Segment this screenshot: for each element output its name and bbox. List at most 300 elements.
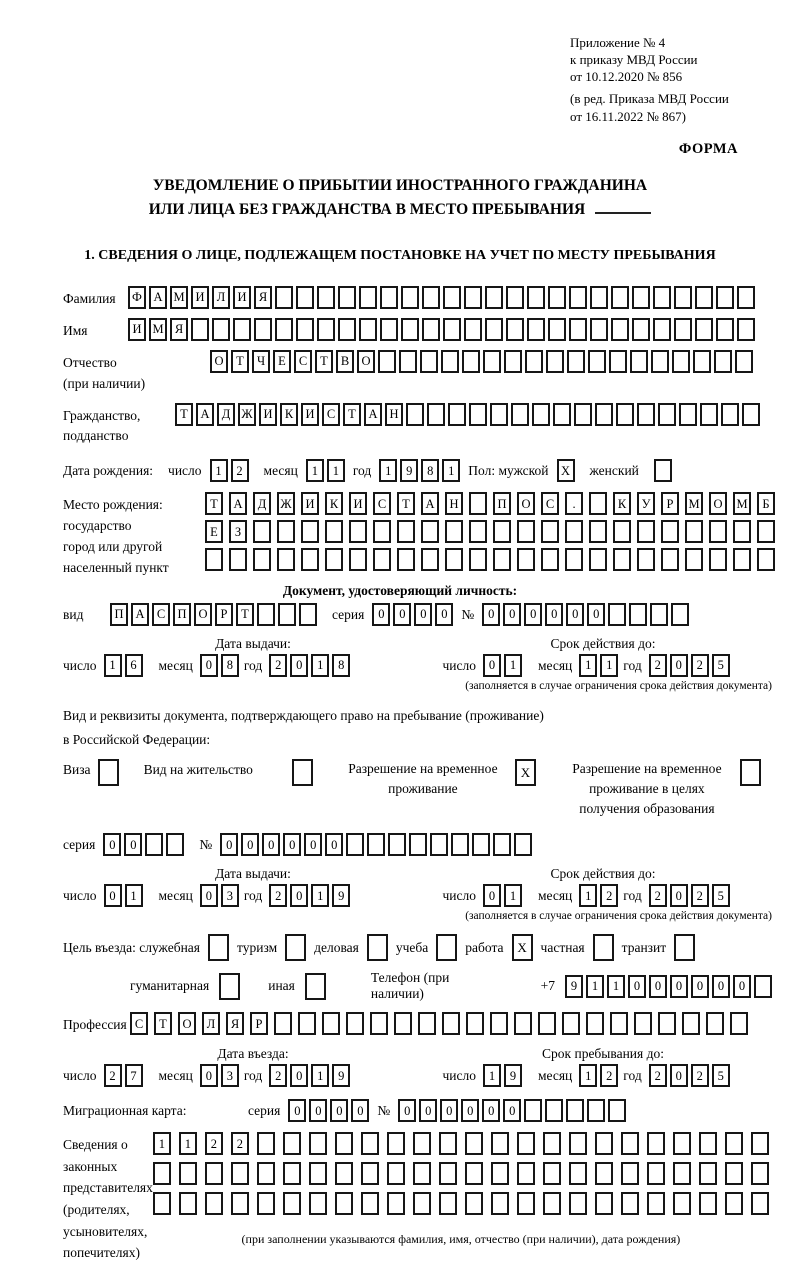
char-box[interactable] [679,403,697,426]
char-box[interactable]: Ч [252,350,270,373]
char-box[interactable]: Ж [277,492,295,515]
char-box[interactable] [436,934,457,961]
char-box[interactable] [733,520,751,543]
char-box[interactable]: 1 [379,459,397,482]
char-box[interactable] [595,1192,613,1215]
purpose-tourism-checkbox[interactable] [285,934,306,961]
char-box[interactable] [439,1192,457,1215]
char-box[interactable]: С [152,603,170,626]
char-box[interactable] [257,1192,275,1215]
char-box[interactable]: 0 [290,654,308,677]
char-box[interactable] [735,350,753,373]
char-box[interactable] [335,1192,353,1215]
char-box[interactable] [545,1099,563,1122]
char-box[interactable] [737,286,755,309]
char-box[interactable] [661,520,679,543]
char-box[interactable] [725,1162,743,1185]
char-box[interactable]: 0 [283,833,301,856]
char-box[interactable] [590,286,608,309]
char-box[interactable] [231,1162,249,1185]
char-box[interactable]: П [493,492,511,515]
char-box[interactable]: П [173,603,191,626]
char-box[interactable] [485,286,503,309]
char-box[interactable]: И [259,403,277,426]
char-box[interactable]: 9 [400,459,418,482]
char-box[interactable]: И [301,403,319,426]
char-box[interactable]: М [170,286,188,309]
char-box[interactable] [672,350,690,373]
char-box[interactable]: О [517,492,535,515]
char-box[interactable] [401,318,419,341]
char-box[interactable] [153,1192,171,1215]
char-box[interactable]: С [373,492,391,515]
char-box[interactable] [399,350,417,373]
char-box[interactable]: Ж [238,403,256,426]
char-box[interactable]: 0 [309,1099,327,1122]
char-box[interactable]: 0 [691,975,709,998]
char-box[interactable]: В [336,350,354,373]
char-box[interactable] [205,1192,223,1215]
char-box[interactable] [593,934,614,961]
char-box[interactable]: О [709,492,727,515]
char-box[interactable]: 2 [269,1064,287,1087]
char-box[interactable]: 0 [304,833,322,856]
char-box[interactable]: 0 [372,603,390,626]
char-box[interactable] [517,548,535,571]
char-box[interactable]: 1 [600,654,618,677]
char-box[interactable]: 0 [482,603,500,626]
char-box[interactable]: 9 [565,975,583,998]
char-box[interactable] [387,1192,405,1215]
char-box[interactable] [588,350,606,373]
char-box[interactable] [378,350,396,373]
char-box[interactable] [439,1132,457,1155]
char-box[interactable] [757,548,775,571]
char-box[interactable]: 0 [670,884,688,907]
char-box[interactable]: 0 [461,1099,479,1122]
char-box[interactable] [637,548,655,571]
char-box[interactable]: 2 [649,654,667,677]
char-box[interactable]: 0 [330,1099,348,1122]
char-box[interactable] [166,833,184,856]
char-box[interactable] [253,520,271,543]
char-box[interactable] [543,1162,561,1185]
char-box[interactable] [543,1132,561,1155]
char-box[interactable] [682,1012,700,1035]
char-box[interactable]: 0 [104,884,122,907]
char-box[interactable] [629,603,647,626]
char-box[interactable]: Т [343,403,361,426]
char-box[interactable] [309,1162,327,1185]
char-box[interactable]: 0 [414,603,432,626]
char-box[interactable]: 9 [332,1064,350,1087]
char-box[interactable] [695,286,713,309]
char-box[interactable]: М [685,492,703,515]
purpose-private-checkbox[interactable] [593,934,614,961]
char-box[interactable] [511,403,529,426]
char-box[interactable]: 2 [231,1132,249,1155]
char-box[interactable]: 0 [288,1099,306,1122]
char-box[interactable]: 0 [103,833,121,856]
char-box[interactable] [413,1132,431,1155]
char-box[interactable] [299,603,317,626]
char-box[interactable] [574,403,592,426]
char-box[interactable] [191,318,209,341]
char-box[interactable] [673,1192,691,1215]
char-box[interactable] [301,520,319,543]
char-box[interactable] [387,1132,405,1155]
char-box[interactable] [462,350,480,373]
char-box[interactable] [418,1012,436,1035]
char-box[interactable] [532,403,550,426]
char-box[interactable] [673,1162,691,1185]
char-box[interactable] [338,318,356,341]
char-box[interactable]: 0 [566,603,584,626]
temp-residence-checkbox[interactable] [515,759,536,786]
char-box[interactable]: 2 [269,654,287,677]
char-box[interactable]: Н [445,492,463,515]
char-box[interactable] [361,1162,379,1185]
char-box[interactable] [367,833,385,856]
char-box[interactable] [490,1012,508,1035]
char-box[interactable]: Т [154,1012,172,1035]
char-box[interactable] [346,1012,364,1035]
char-box[interactable] [630,350,648,373]
char-box[interactable] [98,759,119,786]
char-box[interactable] [685,548,703,571]
purpose-study-checkbox[interactable] [436,934,457,961]
char-box[interactable] [179,1162,197,1185]
char-box[interactable]: 1 [125,884,143,907]
char-box[interactable] [335,1162,353,1185]
char-box[interactable]: З [229,520,247,543]
char-box[interactable]: К [325,492,343,515]
char-box[interactable] [469,548,487,571]
char-box[interactable] [685,520,703,543]
char-box[interactable]: А [421,492,439,515]
char-box[interactable]: О [210,350,228,373]
purpose-other-checkbox[interactable] [305,973,326,1000]
char-box[interactable] [637,403,655,426]
char-box[interactable] [421,548,439,571]
char-box[interactable] [439,1162,457,1185]
char-box[interactable] [733,548,751,571]
char-box[interactable]: 0 [200,884,218,907]
char-box[interactable] [721,403,739,426]
char-box[interactable]: И [128,318,146,341]
char-box[interactable] [699,1162,717,1185]
char-box[interactable] [401,286,419,309]
char-box[interactable] [569,318,587,341]
char-box[interactable] [589,492,607,515]
char-box[interactable] [565,520,583,543]
char-box[interactable]: Т [236,603,254,626]
char-box[interactable] [674,318,692,341]
char-box[interactable] [283,1132,301,1155]
char-box[interactable] [673,1132,691,1155]
char-box[interactable] [716,286,734,309]
char-box[interactable] [653,286,671,309]
char-box[interactable]: 0 [503,1099,521,1122]
char-box[interactable] [283,1162,301,1185]
char-box[interactable] [504,350,522,373]
char-box[interactable] [699,1132,717,1155]
char-box[interactable] [469,492,487,515]
char-box[interactable]: Т [315,350,333,373]
char-box[interactable] [562,1012,580,1035]
sex-male-checkbox[interactable] [557,459,575,482]
char-box[interactable] [305,973,326,1000]
char-box[interactable]: М [733,492,751,515]
visa-checkbox[interactable] [98,759,119,786]
char-box[interactable] [219,973,240,1000]
char-box[interactable] [394,1012,412,1035]
char-box[interactable]: 0 [440,1099,458,1122]
char-box[interactable]: 2 [649,1064,667,1087]
char-box[interactable] [634,1012,652,1035]
char-box[interactable]: 0 [503,603,521,626]
purpose-business-checkbox[interactable] [367,934,388,961]
char-box[interactable] [674,286,692,309]
char-box[interactable]: 0 [649,975,667,998]
char-box[interactable] [229,548,247,571]
char-box[interactable] [569,286,587,309]
char-box[interactable] [740,759,761,786]
char-box[interactable]: . [565,492,583,515]
char-box[interactable] [283,1192,301,1215]
char-box[interactable] [621,1132,639,1155]
char-box[interactable] [325,548,343,571]
char-box[interactable] [257,1162,275,1185]
char-box[interactable]: Д [217,403,235,426]
char-box[interactable]: Н [385,403,403,426]
char-box[interactable] [566,1099,584,1122]
char-box[interactable] [613,548,631,571]
char-box[interactable] [699,1192,717,1215]
char-box[interactable]: О [357,350,375,373]
char-box[interactable] [693,350,711,373]
char-box[interactable] [709,548,727,571]
char-box[interactable] [541,520,559,543]
char-box[interactable] [569,1192,587,1215]
char-box[interactable] [422,318,440,341]
char-box[interactable] [387,1162,405,1185]
char-box[interactable]: 1 [179,1132,197,1155]
char-box[interactable]: Т [231,350,249,373]
char-box[interactable] [257,1132,275,1155]
char-box[interactable] [420,350,438,373]
char-box[interactable] [491,1192,509,1215]
char-box[interactable] [621,1192,639,1215]
char-box[interactable]: 0 [482,1099,500,1122]
char-box[interactable] [716,318,734,341]
char-box[interactable] [541,548,559,571]
char-box[interactable] [298,1012,316,1035]
char-box[interactable] [654,459,672,482]
char-box[interactable] [637,520,655,543]
char-box[interactable]: И [349,492,367,515]
char-box[interactable] [730,1012,748,1035]
char-box[interactable]: 1 [579,1064,597,1087]
char-box[interactable] [145,833,163,856]
char-box[interactable] [700,403,718,426]
char-box[interactable] [658,403,676,426]
char-box[interactable]: 0 [351,1099,369,1122]
char-box[interactable] [483,350,501,373]
char-box[interactable] [205,548,223,571]
char-box[interactable] [346,833,364,856]
char-box[interactable]: Р [250,1012,268,1035]
char-box[interactable] [445,548,463,571]
char-box[interactable] [413,1192,431,1215]
char-box[interactable] [301,548,319,571]
char-box[interactable]: К [280,403,298,426]
char-box[interactable] [491,1162,509,1185]
char-box[interactable] [658,1012,676,1035]
char-box[interactable]: 2 [231,459,249,482]
char-box[interactable]: Ф [128,286,146,309]
char-box[interactable]: 1 [579,654,597,677]
char-box[interactable]: 8 [421,459,439,482]
char-box[interactable] [275,318,293,341]
char-box[interactable] [443,286,461,309]
char-box[interactable] [469,403,487,426]
char-box[interactable] [706,1012,724,1035]
char-box[interactable] [493,833,511,856]
char-box[interactable]: 2 [205,1132,223,1155]
char-box[interactable] [548,286,566,309]
char-box[interactable] [409,833,427,856]
char-box[interactable] [595,1162,613,1185]
char-box[interactable]: С [322,403,340,426]
char-box[interactable]: 0 [290,1064,308,1087]
char-box[interactable]: 0 [435,603,453,626]
char-box[interactable] [397,520,415,543]
char-box[interactable]: Т [175,403,193,426]
char-box[interactable] [359,286,377,309]
char-box[interactable] [257,603,275,626]
char-box[interactable]: 0 [241,833,259,856]
char-box[interactable] [208,934,229,961]
char-box[interactable]: Я [170,318,188,341]
char-box[interactable]: Т [397,492,415,515]
char-box[interactable]: Д [253,492,271,515]
char-box[interactable] [608,1099,626,1122]
char-box[interactable] [632,318,650,341]
char-box[interactable] [589,520,607,543]
sex-female-checkbox[interactable] [654,459,672,482]
char-box[interactable] [274,1012,292,1035]
char-box[interactable]: П [110,603,128,626]
char-box[interactable] [445,520,463,543]
char-box[interactable]: 1 [579,884,597,907]
char-box[interactable] [757,520,775,543]
char-box[interactable] [212,318,230,341]
char-box[interactable] [517,1192,535,1215]
char-box[interactable]: 1 [210,459,228,482]
char-box[interactable]: 2 [600,1064,618,1087]
char-box[interactable] [275,286,293,309]
char-box[interactable]: 1 [306,459,324,482]
char-box[interactable]: 0 [393,603,411,626]
char-box[interactable]: 0 [483,884,501,907]
char-box[interactable] [595,1132,613,1155]
char-box[interactable] [514,833,532,856]
char-box[interactable]: 8 [221,654,239,677]
char-box[interactable] [349,520,367,543]
char-box[interactable] [553,403,571,426]
char-box[interactable] [653,318,671,341]
char-box[interactable] [322,1012,340,1035]
char-box[interactable] [370,1012,388,1035]
char-box[interactable] [569,1132,587,1155]
char-box[interactable]: 2 [691,654,709,677]
char-box[interactable]: 0 [733,975,751,998]
char-box[interactable]: М [149,318,167,341]
char-box[interactable] [361,1192,379,1215]
char-box[interactable]: И [191,286,209,309]
char-box[interactable]: 0 [220,833,238,856]
char-box[interactable]: 0 [524,603,542,626]
char-box[interactable]: Л [212,286,230,309]
char-box[interactable]: 3 [221,884,239,907]
char-box[interactable] [397,548,415,571]
char-box[interactable]: 1 [153,1132,171,1155]
char-box[interactable]: 2 [691,1064,709,1087]
char-box[interactable]: С [294,350,312,373]
char-box[interactable] [465,1192,483,1215]
char-box[interactable] [277,520,295,543]
char-box[interactable] [422,286,440,309]
char-box[interactable]: 6 [125,654,143,677]
char-box[interactable] [647,1132,665,1155]
char-box[interactable]: 0 [290,884,308,907]
char-box[interactable]: 5 [712,884,730,907]
char-box[interactable]: 7 [125,1064,143,1087]
char-box[interactable]: 0 [712,975,730,998]
char-box[interactable] [464,318,482,341]
char-box[interactable] [361,1132,379,1155]
char-box[interactable] [527,286,545,309]
char-box[interactable] [430,833,448,856]
char-box[interactable] [589,548,607,571]
char-box[interactable] [317,286,335,309]
char-box[interactable]: К [613,492,631,515]
char-box[interactable] [338,286,356,309]
char-box[interactable]: 0 [200,1064,218,1087]
char-box[interactable]: 1 [483,1064,501,1087]
char-box[interactable] [546,350,564,373]
char-box[interactable] [231,1192,249,1215]
char-box[interactable]: 0 [325,833,343,856]
char-box[interactable]: А [196,403,214,426]
char-box[interactable]: 2 [600,884,618,907]
purpose-official-checkbox[interactable] [208,934,229,961]
char-box[interactable] [448,403,466,426]
char-box[interactable] [254,318,272,341]
char-box[interactable] [751,1162,769,1185]
char-box[interactable]: Я [254,286,272,309]
char-box[interactable] [205,1162,223,1185]
char-box[interactable] [277,548,295,571]
char-box[interactable]: 0 [200,654,218,677]
char-box[interactable] [621,1162,639,1185]
char-box[interactable]: Л [202,1012,220,1035]
char-box[interactable] [751,1192,769,1215]
temp-edu-checkbox[interactable] [740,759,761,786]
char-box[interactable]: С [541,492,559,515]
char-box[interactable] [153,1162,171,1185]
